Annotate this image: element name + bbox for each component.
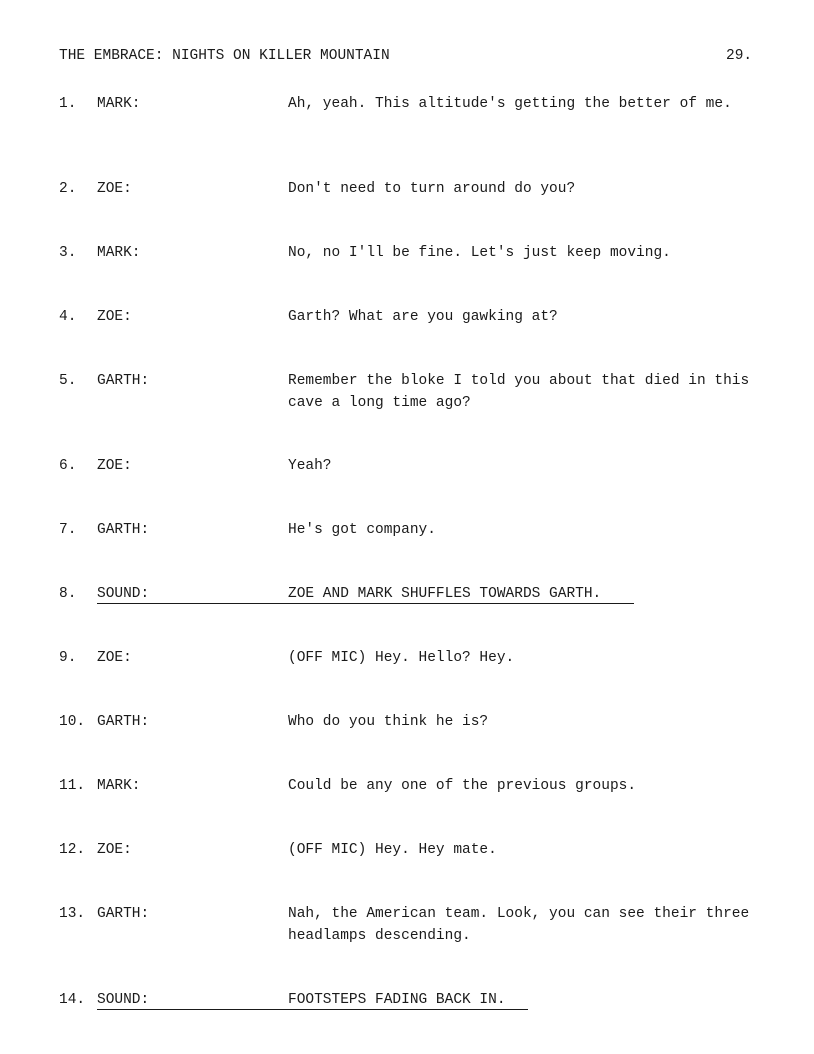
line-number: 14.: [59, 992, 86, 1008]
speaker-name: GARTH:: [97, 714, 150, 730]
line-number: 3.: [59, 245, 77, 261]
sound-cue-underline: [97, 603, 634, 604]
sound-cue-underline: [97, 1009, 528, 1010]
line-number: 9.: [59, 650, 77, 666]
line-text: (OFF MIC) Hey. Hello? Hey.: [288, 650, 515, 666]
line-number: 6.: [59, 458, 77, 474]
sound-cue-text: ZOE AND MARK SHUFFLES TOWARDS GARTH.: [288, 586, 602, 602]
line-number: 13.: [59, 906, 86, 922]
line-number: 4.: [59, 309, 77, 325]
line-number: 1.: [59, 96, 77, 112]
line-text: Yeah?: [288, 458, 332, 474]
line-text: He's got company.: [288, 522, 436, 538]
speaker-name: GARTH:: [97, 906, 150, 922]
line-text: (OFF MIC) Hey. Hey mate.: [288, 842, 497, 858]
line-number: 11.: [59, 778, 86, 794]
line-number: 8.: [59, 586, 77, 602]
speaker-name: MARK:: [97, 245, 141, 261]
line-text: Don't need to turn around do you?: [288, 181, 576, 197]
line-text: Nah, the American team. Look, you can see their three headlamps descending.: [288, 906, 750, 944]
sound-cue-text: FOOTSTEPS FADING BACK IN.: [288, 992, 506, 1008]
line-text: Who do you think he is?: [288, 714, 489, 730]
line-number: 7.: [59, 522, 77, 538]
header-title: THE EMBRACE: NIGHTS ON KILLER MOUNTAIN: [59, 48, 390, 64]
speaker-name: MARK:: [97, 96, 141, 112]
speaker-name: GARTH:: [97, 522, 150, 538]
speaker-name: ZOE:: [97, 458, 132, 474]
line-text: Ah, yeah. This altitude's getting the better of me.: [288, 96, 732, 112]
line-number: 5.: [59, 373, 77, 389]
speaker-name: GARTH:: [97, 373, 150, 389]
speaker-name: SOUND:: [97, 992, 150, 1008]
speaker-name: MARK:: [97, 778, 141, 794]
speaker-name: ZOE:: [97, 181, 132, 197]
line-text: No, no I'll be fine. Let's just keep moving.: [288, 245, 671, 261]
speaker-name: SOUND:: [97, 586, 150, 602]
line-text: Remember the bloke I told you about that died in this cave a long time ago?: [288, 373, 750, 411]
line-number: 10.: [59, 714, 86, 730]
line-number: 2.: [59, 181, 77, 197]
line-text: Garth? What are you gawking at?: [288, 309, 558, 325]
line-number: 12.: [59, 842, 86, 858]
page-number: 29.: [726, 48, 753, 64]
speaker-name: ZOE:: [97, 842, 132, 858]
speaker-name: ZOE:: [97, 309, 132, 325]
speaker-name: ZOE:: [97, 650, 132, 666]
line-text: Could be any one of the previous groups.: [288, 778, 637, 794]
